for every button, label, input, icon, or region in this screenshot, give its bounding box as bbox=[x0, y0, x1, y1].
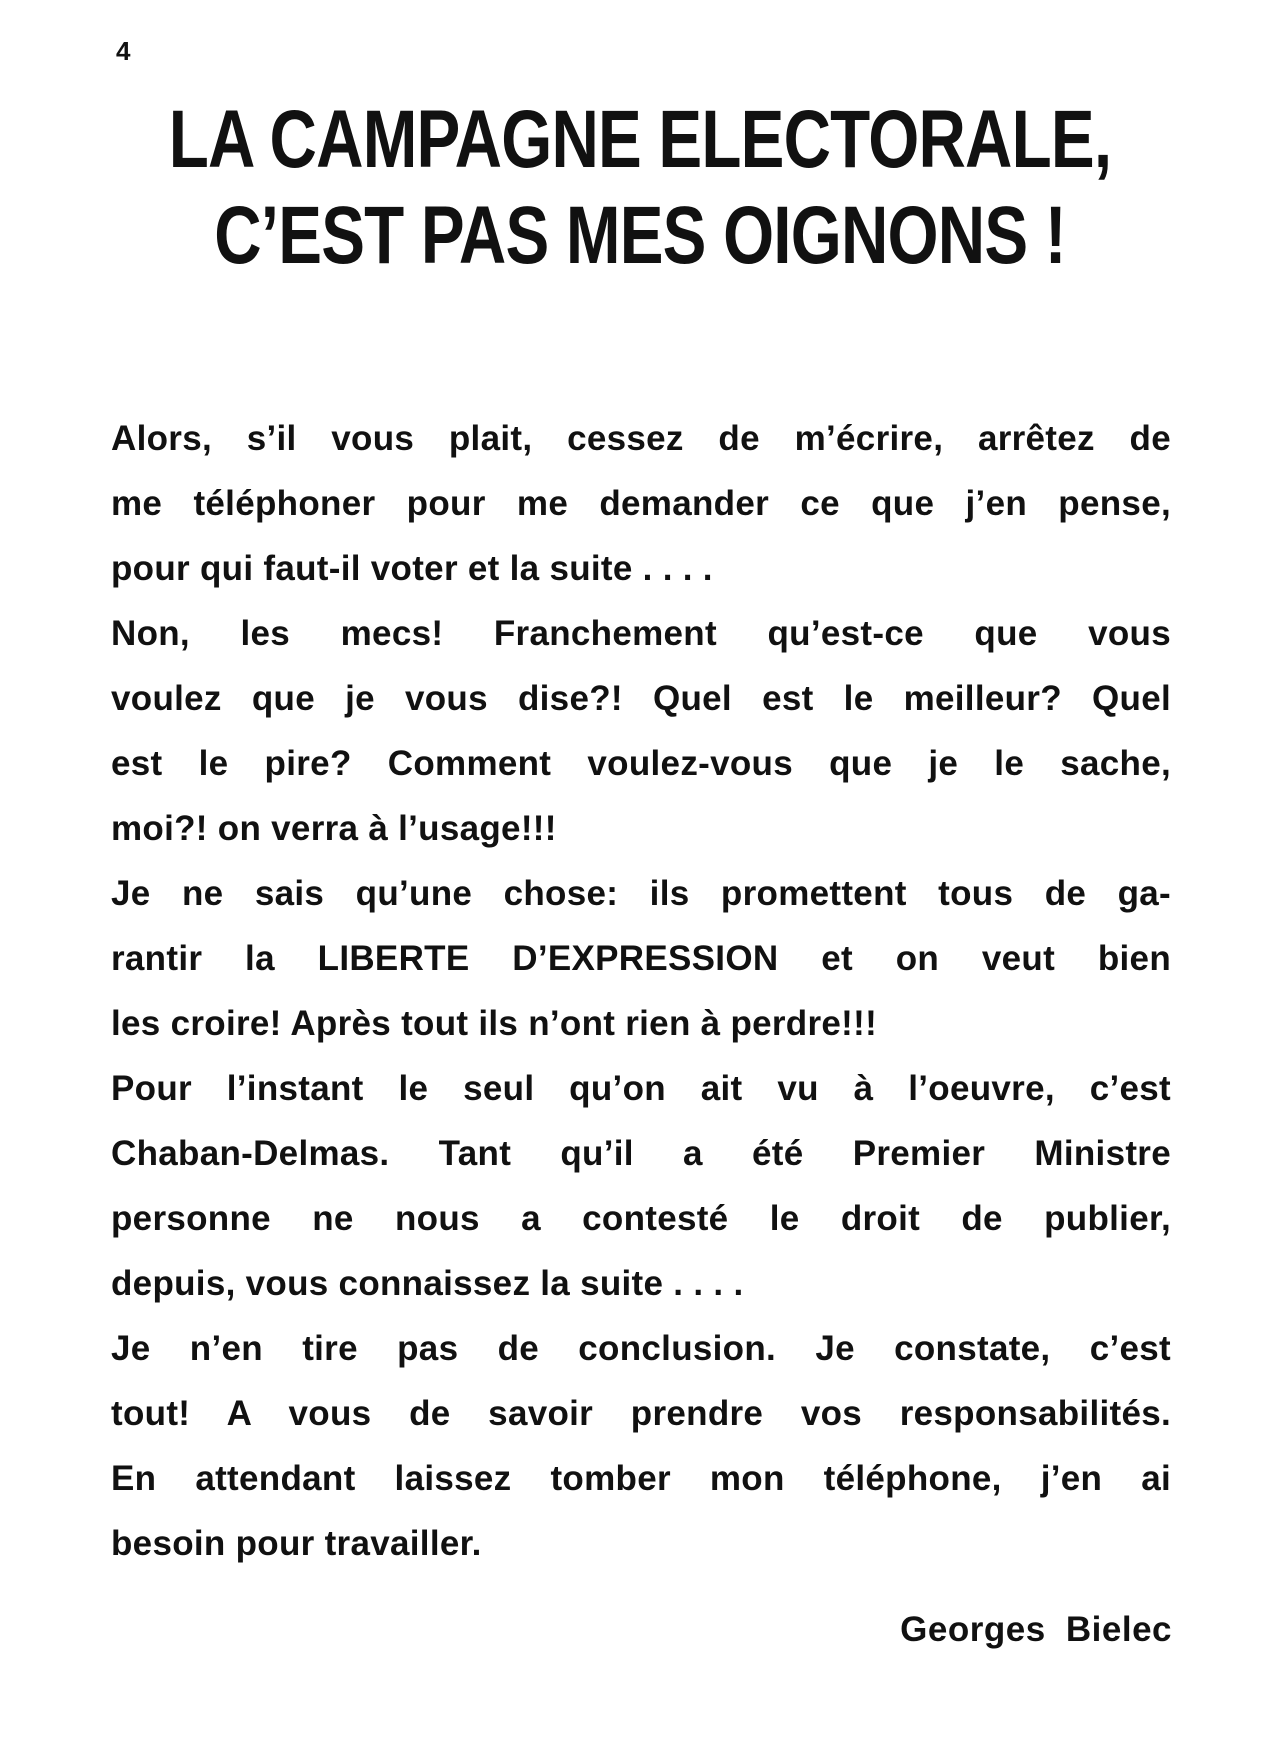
body-line: pour qui faut-il voter et la suite . . . . bbox=[111, 549, 713, 588]
body-line: Chaban-Delmas. Tant qu’il a été Premier Ministre bbox=[111, 1134, 1171, 1173]
body-line: Alors, s’il vous plait, cessez de m’écrire, arrêtez de bbox=[111, 419, 1171, 458]
body-line: Pour l’instant le seul qu’on ait vu à l’oeuvre, c’est bbox=[111, 1069, 1171, 1108]
body-line: En attendant laissez tomber mon téléphone, j’en ai bbox=[111, 1459, 1171, 1498]
body-line: les croire! Après tout ils n’ont rien à perdre!!! bbox=[111, 1004, 878, 1043]
article-title bbox=[0, 92, 1280, 284]
author-signature: Georges Bielec bbox=[900, 1610, 1172, 1649]
body-line: personne ne nous a contesté le droit de publier, bbox=[111, 1199, 1171, 1238]
body-line: Je n’en tire pas de conclusion. Je constate, c’est bbox=[111, 1329, 1171, 1368]
body-line: rantir la LIBERTE D’EXPRESSION et on veut bien bbox=[111, 939, 1171, 978]
title-line-2: C’EST PAS MES OIGNONS ! bbox=[214, 190, 1066, 281]
body-line: moi?! on verra à l’usage!!! bbox=[111, 809, 557, 848]
page-number: 4 bbox=[116, 36, 131, 66]
body-line: depuis, vous connaissez la suite . . . . bbox=[111, 1264, 744, 1303]
body-line: besoin pour travailler. bbox=[111, 1524, 482, 1563]
body-line: voulez que je vous dise?! Quel est le meilleur? Quel bbox=[111, 679, 1171, 718]
body-line: tout! A vous de savoir prendre vos responsabilités. bbox=[111, 1394, 1171, 1433]
body-line: est le pire? Comment voulez-vous que je le sache, bbox=[111, 744, 1171, 783]
article-body bbox=[111, 406, 1171, 1576]
body-line: Je ne sais qu’une chose: ils promettent tous de ga- bbox=[111, 874, 1171, 913]
body-line: Non, les mecs! Franchement qu’est-ce que vous bbox=[111, 614, 1171, 653]
body-line: me téléphoner pour me demander ce que j’en pense, bbox=[111, 484, 1171, 523]
title-line-1: LA CAMPAGNE ELECTORALE, bbox=[168, 94, 1112, 185]
